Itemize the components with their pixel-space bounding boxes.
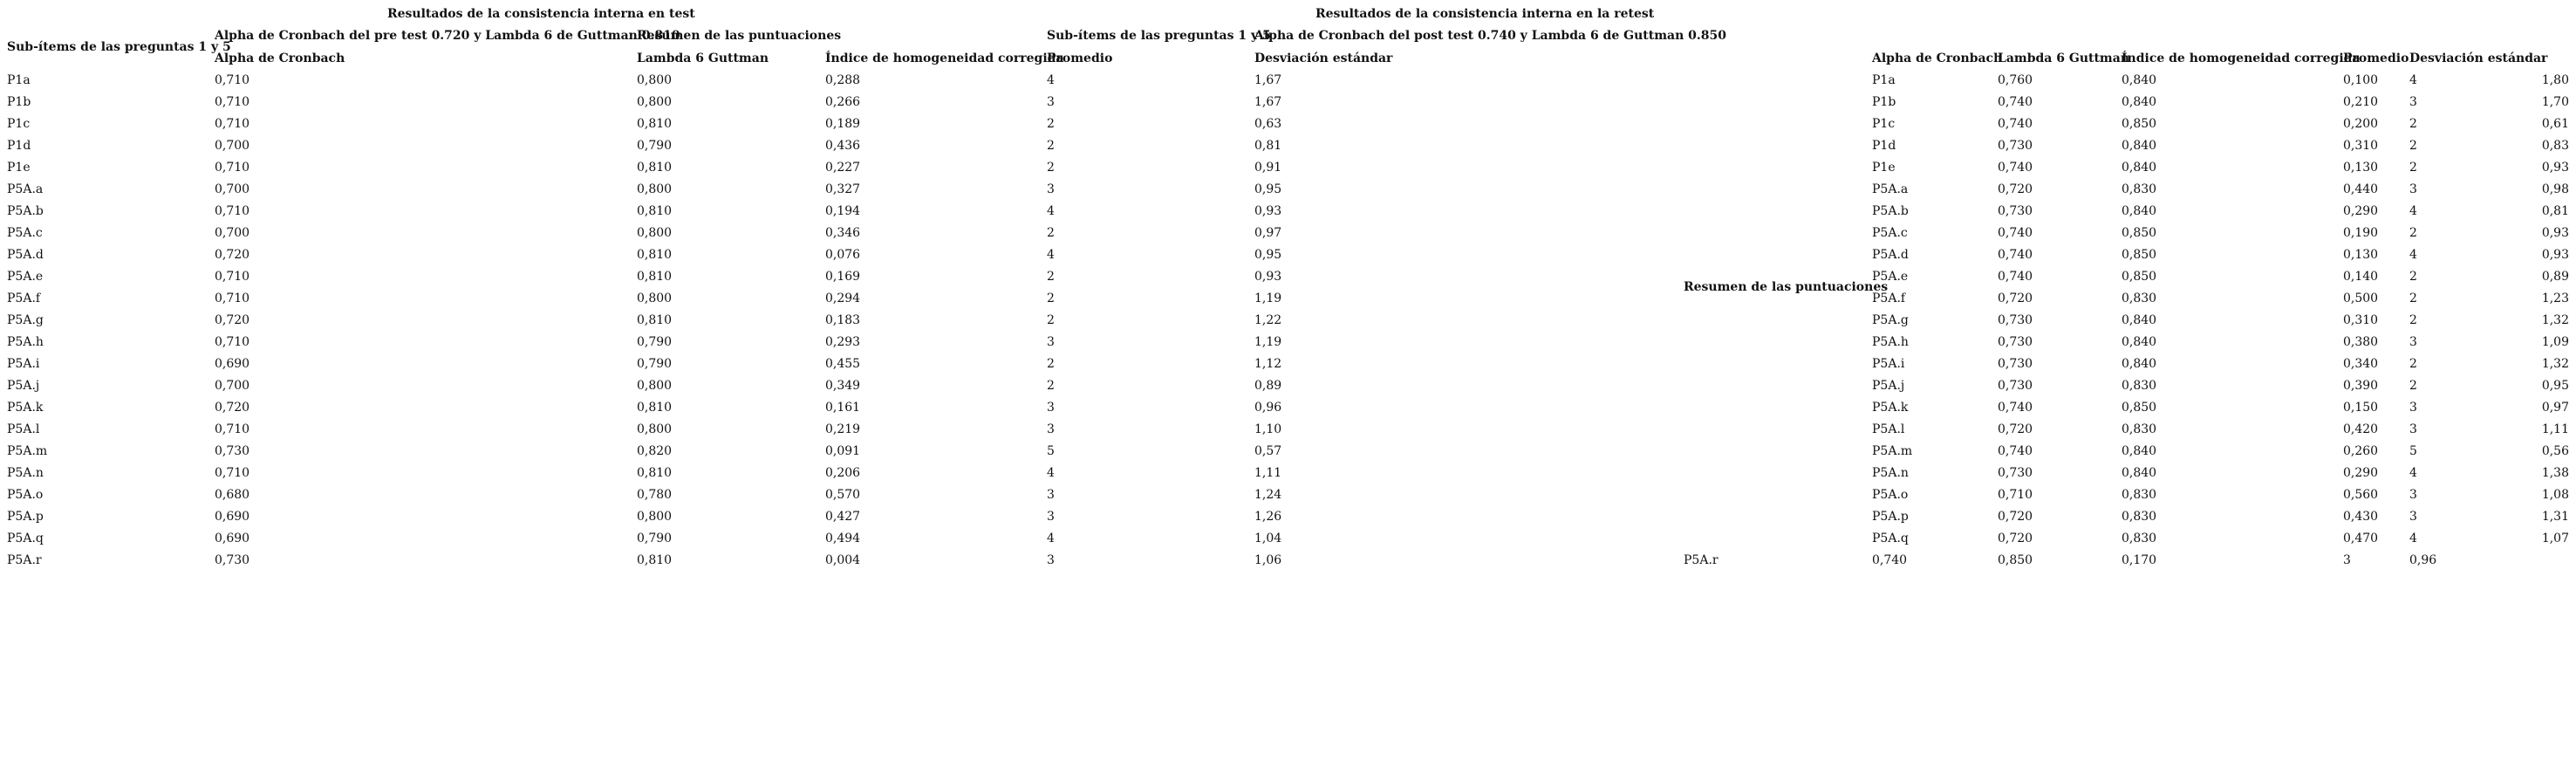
left-table-cell: 0,570: [825, 488, 861, 502]
right-table-cell: 0,850: [2122, 248, 2157, 262]
right-table-cell: 0,310: [2343, 139, 2379, 153]
right-table-cell: 0,710: [1998, 488, 2033, 502]
left-table-cell: P5A.p: [7, 510, 44, 524]
left-table-cell: 4: [1047, 248, 1055, 262]
left-table-cell: 3: [1047, 488, 1055, 502]
left-table-cell: 1,19: [1254, 292, 1282, 305]
right-table-cell: 2: [2409, 226, 2417, 240]
left-table-cell: P5A.r: [7, 553, 42, 567]
left-table-cell: 0,710: [215, 161, 250, 175]
right-col-desviacion: Desviación estándar: [2409, 51, 2548, 65]
right-table-cell: 0,740: [1998, 95, 2033, 109]
left-table-cell: 4: [1047, 204, 1055, 218]
left-table-cell: 3: [1047, 510, 1055, 524]
left-table-cell: 0,800: [637, 73, 673, 87]
left-table-cell: 0,810: [637, 466, 673, 480]
left-table-cell: 1,67: [1254, 95, 1282, 109]
right-table-cell: 0,740: [1998, 248, 2033, 262]
right-table-last-cell: 0,170: [2122, 553, 2157, 567]
left-table-cell: 0,810: [637, 270, 673, 284]
left-table-cell: 1,67: [1254, 73, 1282, 87]
left-table-cell: P5A.q: [7, 532, 44, 545]
left-table-cell: 0,266: [825, 95, 861, 109]
right-table-cell: 3: [2409, 401, 2417, 415]
right-table-cell: 2: [2409, 292, 2417, 305]
left-table-cell: 0,710: [215, 335, 250, 349]
right-table-cell: 0,840: [2122, 161, 2157, 175]
left-table-cell: 0,790: [637, 139, 673, 153]
left-table-cell: P1b: [7, 95, 31, 109]
right-table-cell: 0,56: [2541, 444, 2569, 458]
left-table-cell: 1,24: [1254, 488, 1282, 502]
right-table-cell: 2: [2409, 357, 2417, 371]
right-table-cell: P5A.i: [1872, 357, 1905, 371]
left-table-cell: 0,730: [215, 553, 250, 567]
left-table-cell: 0,790: [637, 335, 673, 349]
right-table-cell: 0,760: [1998, 73, 2033, 87]
right-table-last-cell: 0,96: [2409, 553, 2437, 567]
right-table-cell: 0,190: [2343, 226, 2379, 240]
right-table-cell: 5: [2409, 444, 2417, 458]
right-table-cell: 0,83: [2541, 139, 2569, 153]
left-table-cell: P5A.i: [7, 357, 40, 371]
left-table-cell: P1d: [7, 139, 31, 153]
left-table-cell: 0,710: [215, 73, 250, 87]
right-resumen-header: Resumen de las puntuaciones: [1684, 280, 1889, 294]
left-table-cell: P5A.l: [7, 422, 40, 436]
right-table-cell: 0,730: [1998, 466, 2033, 480]
left-table-cell: 0,800: [637, 379, 673, 393]
left-table-cell: 1,06: [1254, 553, 1282, 567]
left-table-cell: 1,10: [1254, 422, 1282, 436]
right-table-cell: 2: [2409, 139, 2417, 153]
right-table-cell: 0,95: [2541, 379, 2569, 393]
right-table-cell: P5A.p: [1872, 510, 1909, 524]
left-table-cell: 0,680: [215, 488, 250, 502]
right-col-alpha: Alpha de Cronbach: [1872, 51, 2003, 65]
right-table-cell: 0,830: [2122, 422, 2157, 436]
left-col-indice: Índice de homogeneidad corregida: [825, 51, 1064, 65]
left-table-cell: 0,89: [1254, 379, 1282, 393]
right-table-cell: 4: [2409, 73, 2417, 87]
right-table-cell: P5A.l: [1872, 422, 1905, 436]
right-table-cell: 3: [2409, 335, 2417, 349]
left-table-cell: 0,800: [637, 182, 673, 196]
left-table-cell: P5A.c: [7, 226, 43, 240]
right-table-cell: 4: [2409, 204, 2417, 218]
left-table-cell: 0,004: [825, 553, 861, 567]
right-table-cell: 0,61: [2541, 117, 2569, 131]
right-table-cell: 0,740: [1998, 444, 2033, 458]
right-table-cell: 0,93: [2541, 248, 2569, 262]
right-table-cell: 2: [2409, 117, 2417, 131]
right-table-title: Resultados de la consistencia interna en la retest: [1315, 7, 1655, 21]
right-table-cell: 0,98: [2541, 182, 2569, 196]
left-table-cell: P5A.h: [7, 335, 44, 349]
right-col-promedio: Promedio: [2343, 51, 2409, 65]
right-table-cell: 0,100: [2343, 73, 2379, 87]
right-table-cell: 0,740: [1998, 161, 2033, 175]
right-table-last-cell: 3: [2343, 553, 2351, 567]
right-table-cell: 0,93: [2541, 161, 2569, 175]
right-table-cell: 0,830: [2122, 182, 2157, 196]
left-table-cell: 3: [1047, 182, 1055, 196]
right-table-cell: P5A.q: [1872, 532, 1909, 545]
left-table-cell: 0,91: [1254, 161, 1282, 175]
right-table-cell: 1,11: [2541, 422, 2569, 436]
right-table-cell: 0,720: [1998, 182, 2033, 196]
right-table-cell: P1d: [1872, 139, 1896, 153]
right-table-cell: 0,340: [2343, 357, 2379, 371]
right-table-cell: P5A.f: [1872, 292, 1906, 305]
left-table-cell: 0,63: [1254, 117, 1282, 131]
left-col-desviacion: Desviación estándar: [1254, 51, 1393, 65]
right-table-cell: 3: [2409, 422, 2417, 436]
right-table-cell: 0,130: [2343, 161, 2379, 175]
right-col-lambda: Lambda 6 Guttman: [1998, 51, 2129, 65]
left-table-cell: 0,800: [637, 292, 673, 305]
left-table-cell: P1e: [7, 161, 31, 175]
right-table-cell: 0,740: [1998, 117, 2033, 131]
right-table-cell: 0,97: [2541, 401, 2569, 415]
left-table-cell: 1,26: [1254, 510, 1282, 524]
right-table-cell: 4: [2409, 248, 2417, 262]
left-table-cell: 3: [1047, 401, 1055, 415]
left-table-cell: P5A.b: [7, 204, 44, 218]
right-table-cell: P5A.k: [1872, 401, 1909, 415]
right-table-cell: 3: [2409, 95, 2417, 109]
right-table-cell: 0,840: [2122, 73, 2157, 87]
left-table-cell: 0,700: [215, 182, 250, 196]
left-table-cell: 0,700: [215, 226, 250, 240]
left-table-cell: 3: [1047, 422, 1055, 436]
left-table-cell: 0,810: [637, 161, 673, 175]
right-table-cell: P5A.a: [1872, 182, 1909, 196]
right-table-cell: P5A.h: [1872, 335, 1909, 349]
right-table-cell: 4: [2409, 532, 2417, 545]
right-table-cell: 0,840: [2122, 357, 2157, 371]
right-table-cell: 0,210: [2343, 95, 2379, 109]
right-table-cell: 0,840: [2122, 95, 2157, 109]
right-table-cell: 2: [2409, 270, 2417, 284]
right-table-cell: 0,440: [2343, 182, 2379, 196]
right-table-cell: P1e: [1872, 161, 1896, 175]
right-table-cell: 0,740: [1998, 270, 2033, 284]
left-table-cell: 0,810: [637, 313, 673, 327]
right-table-cell: 1,80: [2541, 73, 2569, 87]
left-table-cell: 0,720: [215, 248, 250, 262]
right-table-cell: 0,740: [1998, 226, 2033, 240]
left-table-cell: P5A.n: [7, 466, 44, 480]
left-table-cell: 0,436: [825, 139, 861, 153]
left-table-cell: 0,710: [215, 204, 250, 218]
left-table-cell: 0,227: [825, 161, 861, 175]
left-table-cell: 3: [1047, 335, 1055, 349]
left-table-cell: P1a: [7, 73, 31, 87]
right-table-cell: 1,32: [2541, 357, 2569, 371]
left-table-cell: 1,11: [1254, 466, 1282, 480]
right-table-cell: 2: [2409, 379, 2417, 393]
right-table-cell: 0,720: [1998, 292, 2033, 305]
right-table-cell: 1,09: [2541, 335, 2569, 349]
right-table-cell: 0,840: [2122, 139, 2157, 153]
left-table-cell: 0,710: [215, 270, 250, 284]
left-col-lambda: Lambda 6 Guttman: [637, 51, 769, 65]
right-col-indice: Índice de homogeneidad corregida: [2122, 51, 2361, 65]
left-table-cell: 0,700: [215, 139, 250, 153]
right-table-cell: 0,89: [2541, 270, 2569, 284]
right-table-cell: 0,840: [2122, 313, 2157, 327]
left-table-cell: 0,710: [215, 292, 250, 305]
right-subitems-header: Sub-ítems de las preguntas 1 y 5: [1047, 29, 1271, 43]
right-table-cell: P5A.j: [1872, 379, 1905, 393]
left-table-cell: 0,494: [825, 532, 861, 545]
right-table-cell: 3: [2409, 488, 2417, 502]
left-table-cell: P5A.j: [7, 379, 40, 393]
right-table-cell: 0,390: [2343, 379, 2379, 393]
right-table-cell: 1,31: [2541, 510, 2569, 524]
left-table-cell: 0,293: [825, 335, 861, 349]
right-table-cell: 0,840: [2122, 335, 2157, 349]
left-table-cell: 2: [1047, 379, 1055, 393]
left-table-cell: 0,800: [637, 95, 673, 109]
right-table-cell: 0,840: [2122, 444, 2157, 458]
right-table-cell: 0,730: [1998, 139, 2033, 153]
right-table-cell: 1,08: [2541, 488, 2569, 502]
left-table-cell: 1,22: [1254, 313, 1282, 327]
right-table-cell: 2: [2409, 161, 2417, 175]
left-table-cell: 0,288: [825, 73, 861, 87]
right-table-cell: 0,740: [1998, 401, 2033, 415]
left-table-cell: 2: [1047, 270, 1055, 284]
left-table-cell: 0,800: [637, 226, 673, 240]
right-table-cell: 0,130: [2343, 248, 2379, 262]
right-table-cell: 1,38: [2541, 466, 2569, 480]
left-table-cell: 0,206: [825, 466, 861, 480]
right-table-cell: 3: [2409, 182, 2417, 196]
left-table-cell: P5A.a: [7, 182, 44, 196]
left-table-cell: 0,810: [637, 553, 673, 567]
right-table-cell: 1,23: [2541, 292, 2569, 305]
right-table-cell: 0,840: [2122, 466, 2157, 480]
left-table-cell: 0,183: [825, 313, 861, 327]
left-table-cell: 0,194: [825, 204, 861, 218]
left-table-cell: 0,820: [637, 444, 673, 458]
left-table-cell: 0,700: [215, 379, 250, 393]
left-table-cell: 0,93: [1254, 270, 1282, 284]
right-table-cell: P5A.e: [1872, 270, 1909, 284]
left-table-cell: 0,161: [825, 401, 861, 415]
left-table-cell: 0,810: [637, 401, 673, 415]
right-table-cell: 0,830: [2122, 510, 2157, 524]
right-table-cell: 0,420: [2343, 422, 2379, 436]
left-table-cell: 4: [1047, 466, 1055, 480]
right-table-cell: 0,830: [2122, 532, 2157, 545]
right-table-cell: 0,730: [1998, 357, 2033, 371]
right-table-cell: P5A.o: [1872, 488, 1909, 502]
left-table-cell: 4: [1047, 73, 1055, 87]
right-table-cell: P5A.b: [1872, 204, 1909, 218]
left-table-cell: 2: [1047, 117, 1055, 131]
left-table-cell: 2: [1047, 226, 1055, 240]
right-table-cell: 1,70: [2541, 95, 2569, 109]
left-table-cell: 0,169: [825, 270, 861, 284]
left-table-cell: P5A.k: [7, 401, 44, 415]
pre-test-alpha-header: Alpha de Cronbach del pre test 0.720 y Lambda 6 de Guttman 0.810: [215, 29, 680, 43]
right-table-last-cell: 0,850: [1998, 553, 2033, 567]
right-table-cell: 0,850: [2122, 270, 2157, 284]
right-table-cell: 0,830: [2122, 488, 2157, 502]
left-table-cell: 0,800: [637, 422, 673, 436]
right-table-cell: 0,830: [2122, 292, 2157, 305]
right-table-cell: P5A.m: [1872, 444, 1913, 458]
left-table-cell: 1,04: [1254, 532, 1282, 545]
right-table-cell: 0,81: [2541, 204, 2569, 218]
left-table-cell: 0,790: [637, 357, 673, 371]
left-table-cell: 0,57: [1254, 444, 1282, 458]
post-test-alpha-header: Alpha de Cronbach del post test 0.740 y Lambda 6 de Guttman 0.850: [1254, 29, 1726, 43]
left-table-cell: P5A.g: [7, 313, 44, 327]
left-table-cell: P5A.m: [7, 444, 48, 458]
left-table-cell: 0,810: [637, 204, 673, 218]
right-table-cell: 0,290: [2343, 466, 2379, 480]
left-table-cell: 0,710: [215, 466, 250, 480]
right-table-cell: 0,150: [2343, 401, 2379, 415]
left-table-cell: 2: [1047, 292, 1055, 305]
left-table-cell: 0,93: [1254, 204, 1282, 218]
left-table-cell: 0,710: [215, 95, 250, 109]
left-table-cell: 0,710: [215, 117, 250, 131]
right-table-cell: 0,500: [2343, 292, 2379, 305]
left-table-cell: 0,346: [825, 226, 861, 240]
left-table-cell: 0,690: [215, 357, 250, 371]
left-resumen-header: Resumen de las puntuaciones: [637, 29, 842, 43]
left-table-cell: P5A.f: [7, 292, 41, 305]
left-table-cell: 0,810: [637, 117, 673, 131]
left-table-cell: 4: [1047, 532, 1055, 545]
right-table-cell: 0,260: [2343, 444, 2379, 458]
right-table-cell: 0,720: [1998, 422, 2033, 436]
left-table-cell: 2: [1047, 161, 1055, 175]
right-table-cell: 3: [2409, 510, 2417, 524]
left-table-cell: 0,780: [637, 488, 673, 502]
left-table-cell: 0,95: [1254, 182, 1282, 196]
left-table-cell: 0,690: [215, 510, 250, 524]
left-table-cell: 1,12: [1254, 357, 1282, 371]
left-table-cell: 0,97: [1254, 226, 1282, 240]
right-table-cell: 0,730: [1998, 335, 2033, 349]
right-table-cell: 0,850: [2122, 226, 2157, 240]
left-table-cell: 0,95: [1254, 248, 1282, 262]
left-table-cell: 2: [1047, 357, 1055, 371]
right-table-cell: 0,730: [1998, 379, 2033, 393]
left-table-title: Resultados de la consistencia interna en test: [387, 7, 695, 21]
right-table-cell: P1a: [1872, 73, 1896, 87]
right-table-cell: 0,310: [2343, 313, 2379, 327]
left-col-alpha: Alpha de Cronbach: [215, 51, 345, 65]
left-subitems-header: Sub-ítems de las preguntas 1 y 5: [7, 40, 231, 54]
right-table-cell: 0,720: [1998, 510, 2033, 524]
left-table-cell: 0,455: [825, 357, 861, 371]
right-table-cell: 0,140: [2343, 270, 2379, 284]
right-table-cell: 0,730: [1998, 313, 2033, 327]
right-table-cell: 0,840: [2122, 204, 2157, 218]
right-table-cell: 0,200: [2343, 117, 2379, 131]
left-col-promedio: Promedio: [1047, 51, 1113, 65]
right-table-cell: 0,470: [2343, 532, 2379, 545]
right-table-cell: 0,430: [2343, 510, 2379, 524]
left-table-cell: 0,790: [637, 532, 673, 545]
left-table-cell: P1c: [7, 117, 31, 131]
right-table-cell: 1,07: [2541, 532, 2569, 545]
right-table-cell: 0,93: [2541, 226, 2569, 240]
left-table-cell: 0,427: [825, 510, 861, 524]
left-table-cell: 0,091: [825, 444, 861, 458]
right-table-cell: P1b: [1872, 95, 1896, 109]
left-table-cell: 0,076: [825, 248, 861, 262]
right-table-cell: P5A.c: [1872, 226, 1908, 240]
right-table-cell: P1c: [1872, 117, 1896, 131]
left-table-cell: 0,800: [637, 510, 673, 524]
right-table-cell: P5A.n: [1872, 466, 1909, 480]
right-table-cell: 0,380: [2343, 335, 2379, 349]
right-table-cell: 4: [2409, 466, 2417, 480]
right-table-cell: 2: [2409, 313, 2417, 327]
left-table-cell: 0,81: [1254, 139, 1282, 153]
left-table-cell: 0,720: [215, 401, 250, 415]
left-table-cell: 0,690: [215, 532, 250, 545]
right-table-cell: 0,720: [1998, 532, 2033, 545]
left-table-cell: 2: [1047, 313, 1055, 327]
left-table-cell: P5A.e: [7, 270, 44, 284]
left-table-cell: 0,730: [215, 444, 250, 458]
left-table-cell: 0,96: [1254, 401, 1282, 415]
left-table-cell: 0,710: [215, 422, 250, 436]
left-table-cell: P5A.o: [7, 488, 44, 502]
right-table-cell: P5A.g: [1872, 313, 1909, 327]
right-table-cell: 0,850: [2122, 117, 2157, 131]
left-table-cell: 0,219: [825, 422, 861, 436]
left-table-cell: 0,810: [637, 248, 673, 262]
right-table-cell: 0,560: [2343, 488, 2379, 502]
right-table-last-cell: P5A.r: [1684, 553, 1718, 567]
right-table-cell: 0,830: [2122, 379, 2157, 393]
right-table-cell: 0,730: [1998, 204, 2033, 218]
right-table-last-cell: 0,740: [1872, 553, 1908, 567]
left-table-cell: 0,294: [825, 292, 861, 305]
left-table-cell: 3: [1047, 553, 1055, 567]
left-table-cell: 0,349: [825, 379, 861, 393]
left-table-cell: 2: [1047, 139, 1055, 153]
right-table-cell: P5A.d: [1872, 248, 1909, 262]
left-table-cell: 5: [1047, 444, 1055, 458]
left-table-cell: P5A.d: [7, 248, 44, 262]
left-table-cell: 0,189: [825, 117, 861, 131]
left-table-cell: 3: [1047, 95, 1055, 109]
right-table-cell: 1,32: [2541, 313, 2569, 327]
left-table-cell: 0,327: [825, 182, 861, 196]
left-table-cell: 0,720: [215, 313, 250, 327]
right-table-cell: 0,850: [2122, 401, 2157, 415]
left-table-cell: 1,19: [1254, 335, 1282, 349]
right-table-cell: 0,290: [2343, 204, 2379, 218]
